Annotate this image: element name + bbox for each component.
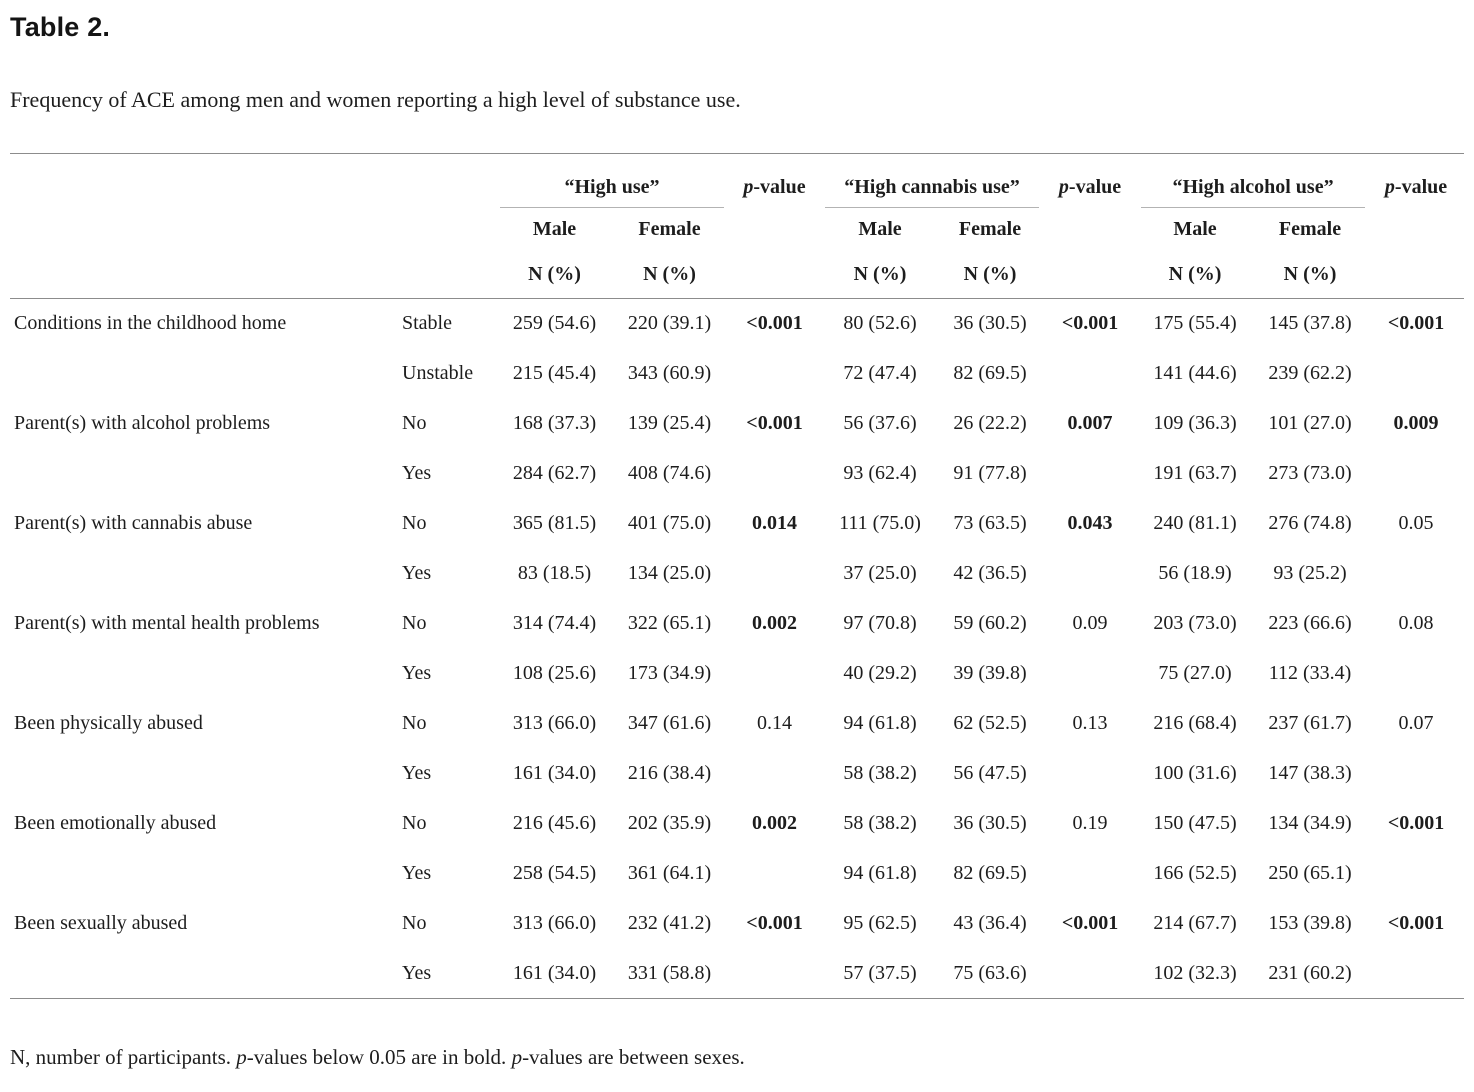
row-label xyxy=(10,549,400,599)
row-label xyxy=(10,649,400,699)
count-cell: 202 (35.9) xyxy=(627,812,712,834)
p-value-cell: <0.001 xyxy=(746,312,803,335)
group-high-alcohol-use xyxy=(1138,154,1368,208)
count-cell: 231 (60.2) xyxy=(1268,961,1352,984)
count-cell: 232 (41.2) xyxy=(627,912,712,934)
table-row xyxy=(10,549,1464,599)
row-sublabel: Yes xyxy=(402,662,432,684)
count-cell: 95 (62.5) xyxy=(843,912,917,934)
count-cell: 36 (30.5) xyxy=(953,812,1027,834)
table-body xyxy=(10,299,1464,999)
male-header: Male xyxy=(1173,218,1217,240)
header-spacer xyxy=(1042,208,1138,252)
n-pct-header: N (%) xyxy=(612,252,727,299)
count-cell: 237 (61.7) xyxy=(1268,712,1352,734)
p-value-cell xyxy=(727,449,822,499)
n-pct-header: N (%) xyxy=(497,252,612,299)
p-value-header xyxy=(1042,154,1138,208)
group-high-alcohol-use-label: “High alcohol use” xyxy=(1141,176,1365,208)
p-value-cell: 0.07 xyxy=(1398,712,1434,734)
count-cell: 97 (70.8) xyxy=(843,612,917,634)
count-cell: 58 (38.2) xyxy=(843,812,917,834)
p-value-cell: <0.001 xyxy=(1387,812,1445,834)
p-value-cell xyxy=(727,549,822,599)
p-italic: p xyxy=(1384,175,1395,198)
p-value-cell xyxy=(727,749,822,799)
p-value-cell: <0.001 xyxy=(1061,912,1119,934)
row-label: Been sexually abused xyxy=(14,912,188,934)
p-value-cell xyxy=(1368,749,1464,799)
count-cell: 39 (39.8) xyxy=(953,662,1027,684)
count-cell: 112 (33.4) xyxy=(1268,662,1352,684)
p-value-cell: <0.001 xyxy=(746,412,803,434)
count-cell: 408 (74.6) xyxy=(627,462,712,484)
count-cell: 75 (27.0) xyxy=(1158,662,1232,684)
row-label: Parent(s) with cannabis abuse xyxy=(14,512,253,534)
p-suffix: -value xyxy=(1068,175,1122,198)
count-cell: 57 (37.5) xyxy=(843,961,917,984)
count-cell: 168 (37.3) xyxy=(512,412,597,434)
table-header xyxy=(10,154,1464,299)
count-cell: 223 (66.6) xyxy=(1268,612,1352,634)
p-value-cell xyxy=(727,949,822,999)
count-cell: 175 (55.4) xyxy=(1153,312,1237,335)
p-value-cell: 0.009 xyxy=(1393,412,1439,434)
header-spacer xyxy=(1042,252,1138,299)
p-value-cell xyxy=(1368,549,1464,599)
count-cell: 37 (25.0) xyxy=(843,562,917,584)
count-cell: 82 (69.5) xyxy=(953,862,1027,884)
p-value-cell: <0.001 xyxy=(1387,312,1445,335)
p-value-header xyxy=(1368,154,1464,208)
group-high-cannabis-use xyxy=(822,154,1042,208)
count-cell: 240 (81.1) xyxy=(1153,512,1237,534)
row-label xyxy=(10,449,400,499)
p-value-cell: <0.001 xyxy=(746,912,803,934)
count-cell: 139 (25.4) xyxy=(627,412,712,434)
n-pct-header: N (%) xyxy=(822,252,938,299)
count-cell: 365 (81.5) xyxy=(512,512,597,534)
p-value-cell xyxy=(727,349,822,399)
row-label: Parent(s) with alcohol problems xyxy=(14,412,271,434)
row-sublabel: Stable xyxy=(402,312,452,335)
row-sublabel: No xyxy=(402,812,427,834)
count-cell: 239 (62.2) xyxy=(1268,362,1352,384)
count-cell: 58 (38.2) xyxy=(843,762,917,784)
count-cell: 361 (64.1) xyxy=(627,862,712,884)
count-cell: 276 (74.8) xyxy=(1268,512,1352,534)
p-value-cell xyxy=(1042,849,1138,899)
n-pct-header: N (%) xyxy=(1138,252,1252,299)
header-spacer xyxy=(400,154,497,208)
table-title: Table 2. xyxy=(10,12,111,42)
male-header: Male xyxy=(532,218,577,240)
row-label: Conditions in the childhood home xyxy=(14,312,287,335)
p-value-cell xyxy=(727,849,822,899)
female-header: Female xyxy=(1278,218,1342,240)
count-cell: 313 (66.0) xyxy=(512,712,597,734)
p-value-cell: 0.14 xyxy=(757,712,792,734)
p-value-cell: 0.007 xyxy=(1067,412,1113,434)
count-cell: 313 (66.0) xyxy=(512,912,597,934)
count-cell: 216 (45.6) xyxy=(512,812,597,834)
footnote xyxy=(10,1045,1464,1070)
p-suffix: -value xyxy=(753,175,806,198)
row-sublabel: Yes xyxy=(402,562,432,584)
count-cell: 401 (75.0) xyxy=(627,512,712,534)
female-header: Female xyxy=(638,218,701,240)
p-value-header xyxy=(727,154,822,208)
row-label: Been physically abused xyxy=(14,712,203,734)
count-cell: 100 (31.6) xyxy=(1153,762,1237,784)
header-spacer xyxy=(400,252,497,299)
p-value-cell xyxy=(1368,449,1464,499)
footnote-text: -values are between sexes. xyxy=(522,1045,745,1069)
count-cell: 108 (25.6) xyxy=(512,662,597,684)
group-high-use-label: “High use” xyxy=(500,176,724,208)
row-sublabel: No xyxy=(402,412,427,434)
female-header: Female xyxy=(958,218,1022,240)
count-cell: 147 (38.3) xyxy=(1268,762,1352,784)
table-row xyxy=(10,299,1464,349)
count-cell: 134 (25.0) xyxy=(627,562,712,584)
row-sublabel: Yes xyxy=(402,462,432,484)
count-cell: 153 (39.8) xyxy=(1268,912,1352,934)
table-row xyxy=(10,649,1464,699)
count-cell: 75 (63.6) xyxy=(953,961,1027,984)
table-row xyxy=(10,499,1464,549)
count-cell: 91 (77.8) xyxy=(953,462,1027,484)
p-value-cell xyxy=(1042,549,1138,599)
count-cell: 161 (34.0) xyxy=(512,762,597,784)
p-value-cell xyxy=(1042,649,1138,699)
header-spacer xyxy=(1368,252,1464,299)
count-cell: 214 (67.7) xyxy=(1153,912,1237,934)
count-cell: 59 (60.2) xyxy=(953,612,1027,634)
count-cell: 42 (36.5) xyxy=(953,562,1027,584)
count-cell: 111 (75.0) xyxy=(839,512,921,534)
count-cell: 80 (52.6) xyxy=(843,312,917,335)
header-spacer xyxy=(1368,208,1464,252)
p-value-cell: 0.002 xyxy=(752,812,797,834)
count-cell: 220 (39.1) xyxy=(627,312,712,335)
count-cell: 101 (27.0) xyxy=(1268,412,1352,434)
p-value-cell xyxy=(1368,649,1464,699)
count-cell: 73 (63.5) xyxy=(953,512,1027,534)
footnote-text: N, number of participants. xyxy=(10,1045,237,1069)
footnote-p-italic: p xyxy=(236,1045,247,1069)
count-cell: 273 (73.0) xyxy=(1268,462,1352,484)
p-value-cell: 0.08 xyxy=(1398,612,1434,634)
count-cell: 141 (44.6) xyxy=(1153,362,1237,384)
count-cell: 216 (68.4) xyxy=(1153,712,1237,734)
count-cell: 215 (45.4) xyxy=(512,362,597,384)
footnote-p-italic: p xyxy=(511,1045,523,1069)
p-value-cell xyxy=(727,649,822,699)
row-sublabel: No xyxy=(402,712,427,734)
p-suffix: -value xyxy=(1394,175,1448,198)
header-group-row xyxy=(10,154,1464,208)
count-cell: 259 (54.6) xyxy=(512,312,597,335)
count-cell: 56 (47.5) xyxy=(953,762,1027,784)
header-spacer xyxy=(727,208,822,252)
n-pct-header: N (%) xyxy=(938,252,1042,299)
count-cell: 216 (38.4) xyxy=(627,762,712,784)
row-sublabel: Yes xyxy=(402,961,432,984)
n-pct-header: N (%) xyxy=(1252,252,1368,299)
count-cell: 83 (18.5) xyxy=(517,562,592,584)
p-value-cell xyxy=(1042,949,1138,999)
count-cell: 161 (34.0) xyxy=(512,961,597,984)
count-cell: 94 (61.8) xyxy=(843,712,917,734)
header-sex-row xyxy=(10,208,1464,252)
count-cell: 150 (47.5) xyxy=(1153,812,1237,834)
row-sublabel: Unstable xyxy=(402,362,474,384)
count-cell: 322 (65.1) xyxy=(627,612,712,634)
footnote-text: -values below 0.05 are in bold. xyxy=(246,1045,512,1069)
count-cell: 26 (22.2) xyxy=(953,412,1027,434)
p-value-cell xyxy=(1042,349,1138,399)
row-sublabel: Yes xyxy=(402,862,432,884)
header-spacer xyxy=(10,154,400,208)
count-cell: 284 (62.7) xyxy=(512,462,597,484)
p-value-cell xyxy=(1042,449,1138,499)
ace-frequency-table xyxy=(10,153,1464,999)
count-cell: 191 (63.7) xyxy=(1153,462,1237,484)
row-sublabel: Yes xyxy=(402,762,432,784)
row-label: Parent(s) with mental health problems xyxy=(14,612,320,634)
table-row xyxy=(10,699,1464,749)
table-row xyxy=(10,749,1464,799)
count-cell: 93 (62.4) xyxy=(843,462,917,484)
count-cell: 62 (52.5) xyxy=(953,712,1027,734)
count-cell: 203 (73.0) xyxy=(1153,612,1237,634)
count-cell: 173 (34.9) xyxy=(627,662,712,684)
count-cell: 314 (74.4) xyxy=(512,612,597,634)
count-cell: 82 (69.5) xyxy=(953,362,1027,384)
table-row xyxy=(10,349,1464,399)
p-value-cell: 0.043 xyxy=(1067,512,1113,534)
count-cell: 145 (37.8) xyxy=(1268,312,1352,335)
table-row xyxy=(10,849,1464,899)
group-high-use xyxy=(497,154,727,208)
p-italic: p xyxy=(743,175,754,198)
p-value-cell: <0.001 xyxy=(1387,912,1445,934)
p-value-cell xyxy=(1368,849,1464,899)
p-value-cell: <0.001 xyxy=(1061,312,1119,335)
count-cell: 36 (30.5) xyxy=(953,312,1027,335)
count-cell: 72 (47.4) xyxy=(843,362,917,384)
row-sublabel: No xyxy=(402,612,427,634)
count-cell: 56 (18.9) xyxy=(1158,562,1232,584)
count-cell: 347 (61.6) xyxy=(627,712,712,734)
row-sublabel: No xyxy=(402,512,427,534)
p-value-cell: 0.014 xyxy=(752,512,797,534)
p-value-cell: 0.19 xyxy=(1072,812,1108,834)
p-italic: p xyxy=(1058,175,1069,198)
count-cell: 43 (36.4) xyxy=(953,912,1027,934)
count-cell: 258 (54.5) xyxy=(512,862,597,884)
table-row xyxy=(10,949,1464,999)
p-value-cell xyxy=(1368,949,1464,999)
p-value-cell: 0.05 xyxy=(1398,512,1434,534)
header-spacer xyxy=(10,208,400,252)
row-label xyxy=(10,749,400,799)
count-cell: 56 (37.6) xyxy=(843,412,917,434)
row-label xyxy=(10,849,400,899)
row-label xyxy=(10,949,400,999)
header-spacer xyxy=(400,208,497,252)
header-spacer xyxy=(10,252,400,299)
count-cell: 93 (25.2) xyxy=(1273,562,1347,584)
table-row xyxy=(10,899,1464,949)
row-label: Been emotionally abused xyxy=(14,812,217,834)
p-value-cell xyxy=(1042,749,1138,799)
count-cell: 109 (36.3) xyxy=(1153,412,1237,434)
row-sublabel: No xyxy=(402,912,427,934)
count-cell: 40 (29.2) xyxy=(843,662,917,684)
table-row xyxy=(10,449,1464,499)
count-cell: 102 (32.3) xyxy=(1153,961,1237,984)
count-cell: 134 (34.9) xyxy=(1268,812,1352,834)
p-value-cell: 0.13 xyxy=(1072,712,1108,734)
male-header: Male xyxy=(858,218,902,240)
header-npct-row xyxy=(10,252,1464,299)
count-cell: 94 (61.8) xyxy=(843,862,917,884)
table-row xyxy=(10,399,1464,449)
table-row xyxy=(10,799,1464,849)
group-high-cannabis-use-label: “High cannabis use” xyxy=(825,176,1039,208)
count-cell: 166 (52.5) xyxy=(1153,862,1237,884)
header-spacer xyxy=(727,252,822,299)
count-cell: 331 (58.8) xyxy=(627,961,712,984)
row-label xyxy=(10,349,400,399)
p-value-cell: 0.002 xyxy=(752,612,797,634)
p-value-cell: 0.09 xyxy=(1072,612,1108,634)
count-cell: 250 (65.1) xyxy=(1268,862,1352,884)
table-row xyxy=(10,599,1464,649)
count-cell: 343 (60.9) xyxy=(627,362,712,384)
table-caption: Frequency of ACE among men and women reporting a high level of substance use. xyxy=(10,87,741,112)
p-value-cell xyxy=(1368,349,1464,399)
